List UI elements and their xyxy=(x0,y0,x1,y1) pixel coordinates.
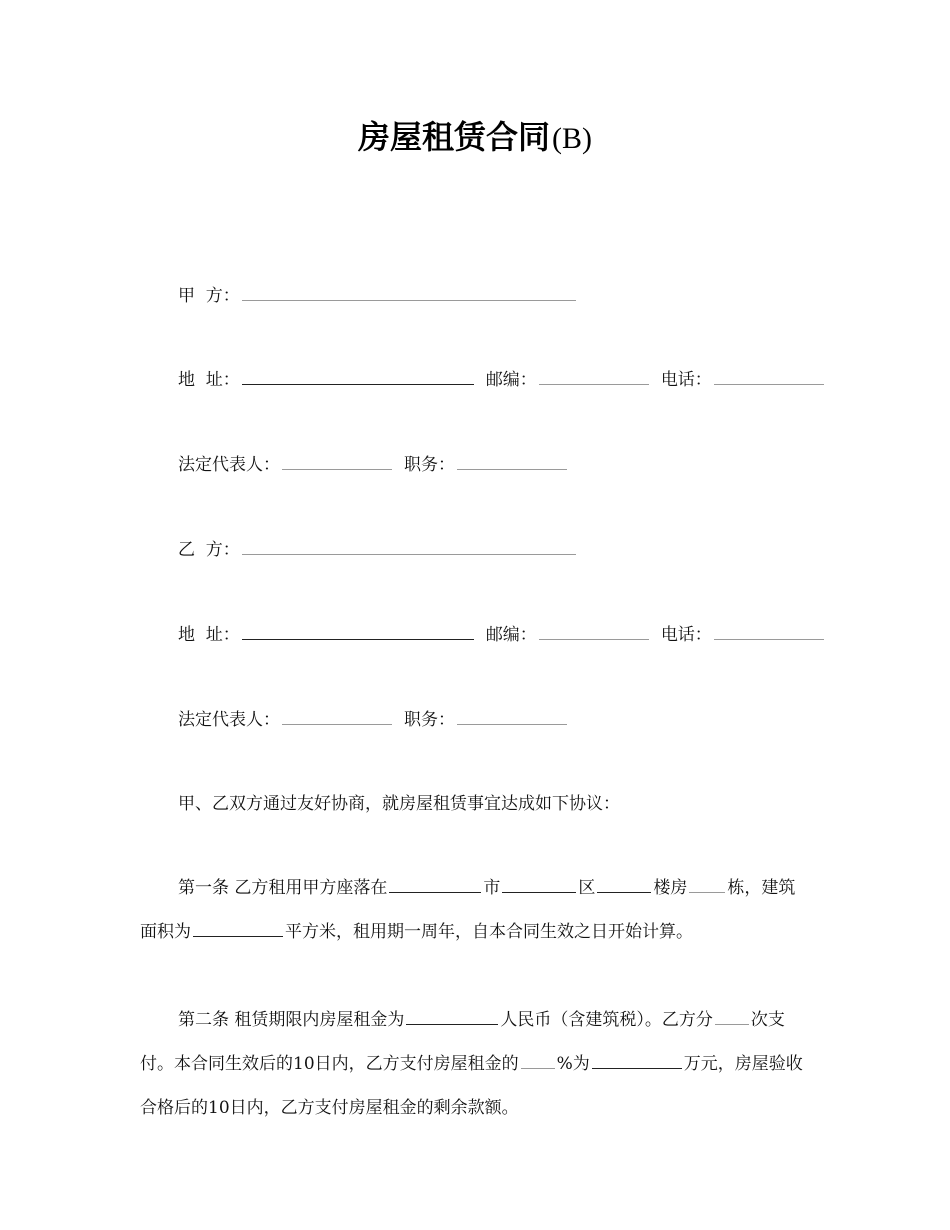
party-b-legal-rep-label: 法定代表人： xyxy=(178,710,280,730)
article-1-text: 市 xyxy=(483,878,501,898)
intro-line xyxy=(178,792,620,816)
article-2-text: %为 xyxy=(556,1054,590,1074)
party-b-address-blank[interactable] xyxy=(242,638,474,640)
rent-amount-blank[interactable] xyxy=(406,1023,498,1025)
article-1-text: 筑面积为 xyxy=(140,878,796,942)
title-text: 房屋租赁合同 xyxy=(357,118,550,156)
party-b-legal-rep-blank[interactable] xyxy=(282,723,392,725)
party-b-rep-line xyxy=(178,708,569,732)
article-2-text: 第二条 租赁期限内房屋租金为 xyxy=(178,1010,405,1030)
party-a-address-label: 地 址： xyxy=(178,370,240,390)
party-b-postcode-blank[interactable] xyxy=(539,638,649,640)
intro-text: 甲、乙双方通过友好协商，就房屋租赁事宜达成如下协议： xyxy=(178,794,620,814)
article-1 xyxy=(140,866,812,954)
party-b-blank[interactable] xyxy=(242,553,576,555)
party-a-address-blank[interactable] xyxy=(242,383,474,385)
city-blank[interactable] xyxy=(389,891,481,893)
party-a-postcode-blank[interactable] xyxy=(539,383,649,385)
unit-blank[interactable] xyxy=(689,891,725,893)
article-1-text: 栋，建 xyxy=(727,878,779,898)
article-2-text: 验收合格后的10日内，乙方支付房屋租金的剩余款额。 xyxy=(140,1054,803,1118)
party-b-address-label: 地 址： xyxy=(178,625,240,645)
party-a-rep-line xyxy=(178,453,569,477)
article-1-text: 区 xyxy=(578,878,596,898)
area-blank[interactable] xyxy=(193,935,283,937)
party-a-legal-rep-label: 法定代表人： xyxy=(178,455,280,475)
installments-blank[interactable] xyxy=(715,1023,749,1025)
party-b-position-blank[interactable] xyxy=(457,723,567,725)
article-1-text: 楼房 xyxy=(653,878,688,898)
article-2-text: 支付。本合同生效后的10日内，乙方支付房屋租金的 xyxy=(140,1010,785,1074)
party-b-phone-label: 电话： xyxy=(660,625,712,645)
article-1-text: 第一条 乙方租用甲方座落在 xyxy=(178,878,388,898)
document-title xyxy=(0,112,950,158)
party-b-address-line xyxy=(178,623,826,647)
building-blank[interactable] xyxy=(597,891,651,893)
district-blank[interactable] xyxy=(502,891,576,893)
party-a-legal-rep-blank[interactable] xyxy=(282,468,392,470)
party-b-line xyxy=(178,538,578,562)
party-a-postcode-label: 邮编： xyxy=(485,370,537,390)
party-a-label: 甲 方： xyxy=(178,286,240,306)
party-a-phone-label: 电话： xyxy=(660,370,712,390)
article-1-text: 平方米，租用期一周年，自本合同生效之日开始计算。 xyxy=(285,922,693,942)
party-b-phone-blank[interactable] xyxy=(714,638,824,640)
article-2-text: 次 xyxy=(750,1010,768,1030)
percent-blank[interactable] xyxy=(521,1067,555,1069)
party-a-line xyxy=(178,284,578,308)
party-a-position-blank[interactable] xyxy=(457,468,567,470)
article-2 xyxy=(140,998,812,1130)
party-a-position-label: 职务： xyxy=(404,455,455,475)
party-b-postcode-label: 邮编： xyxy=(485,625,537,645)
party-a-blank[interactable] xyxy=(242,299,576,301)
article-2-text: 人民币（含建筑税）。乙方分 xyxy=(500,1010,713,1030)
party-a-phone-blank[interactable] xyxy=(714,383,824,385)
party-b-label: 乙 方： xyxy=(178,540,240,560)
party-b-position-label: 职务： xyxy=(404,710,455,730)
party-a-address-line xyxy=(178,368,826,392)
first-payment-blank[interactable] xyxy=(592,1067,682,1069)
title-suffix: (B) xyxy=(552,122,592,155)
article-2-text: 万元，房屋 xyxy=(683,1054,769,1074)
